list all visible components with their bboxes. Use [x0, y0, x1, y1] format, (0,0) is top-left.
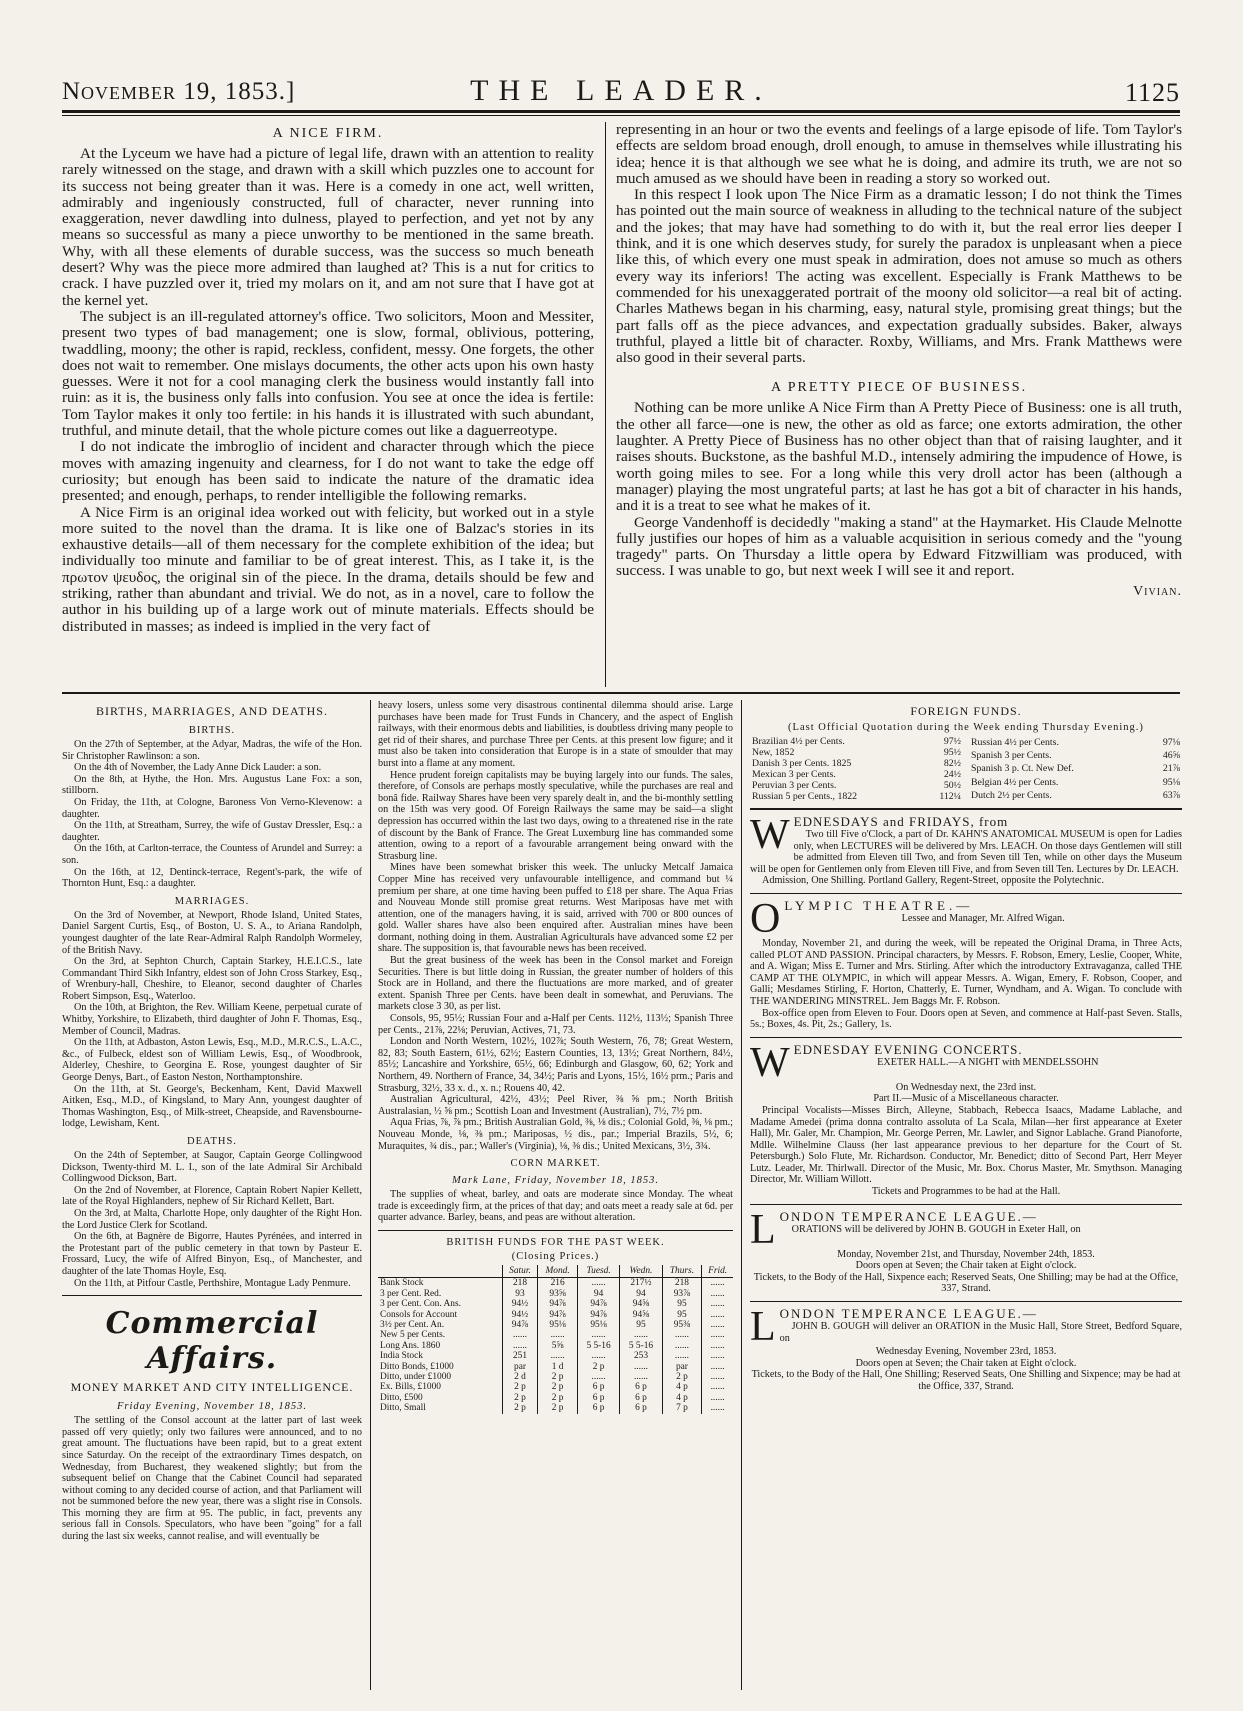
british-funds-cell: 95⅛ [538, 1320, 578, 1330]
review-paragraph: representing in an hour or two the events and feelings of a large episode of life. Tom Taylor's effects are seldom broad enough, droll enough, to amuse in themselves while illustrating his idea; hence it is that although we see what he is doing, and admire its truth, we are not so much amused as we should have been in reading a story so worked out. [616, 122, 1182, 187]
masthead-rule-thin [62, 115, 1180, 116]
british-funds-cell: Consols for Account [380, 1309, 458, 1320]
commercial-affairs-heading: Commercial Affairs. [105, 1306, 319, 1377]
british-funds-cell: 95 [620, 1320, 662, 1330]
review-paragraph: I do not indicate the imbroglio of incident and character through which the piece moves with amazing ingenuity and clearness, for I do not want to take the edge off curiosity; but enough has been said to indicate the nature of the dramatic idea presented; and enough, perhaps, to render intelligible the following remarks. [62, 438, 594, 505]
foreign-fund-price: 97½ [943, 736, 961, 747]
corn-market-paragraph: The supplies of wheat, barley, and oats are moderate since Monday. The wheat trade is exceedingly firm, at the prices of that day; and oats meet a ready sale at 6d. per quarter advance. Barley, beans, and peas are without alteration. [378, 1189, 733, 1224]
british-funds-cell: 2 p [502, 1403, 538, 1413]
british-funds-cell: ...... [702, 1372, 733, 1382]
ad-temperance-league-exeter [750, 1206, 1182, 1295]
british-funds-cell: 5 5-16 [620, 1341, 662, 1351]
british-funds-cell: 2 p [538, 1382, 578, 1392]
foreign-funds-row [969, 789, 1182, 802]
british-funds-cell: 6 p [577, 1403, 619, 1413]
bmd-title: BIRTHS, MARRIAGES, AND DEATHS. [96, 704, 328, 718]
british-funds-cell: 218 [662, 1278, 702, 1289]
ad-temperance-league-music-hall [750, 1306, 1182, 1392]
british-funds-cell: par [662, 1362, 702, 1372]
column-divider [605, 122, 606, 687]
foreign-funds-subtitle: (Last Official Quotation during the Week ending Thursday Evening.) [788, 722, 1144, 733]
masthead-rule [62, 110, 1180, 113]
foreign-fund-name: Russian 4½ per Cents. [971, 737, 1059, 749]
british-funds-column-header [378, 1265, 502, 1278]
british-funds-cell: 1 d [538, 1362, 578, 1372]
british-funds-column-header: Thurs. [662, 1265, 702, 1278]
british-funds-cell: India Stock [380, 1351, 423, 1362]
british-funds-cell: 94⅝ [620, 1310, 662, 1320]
british-funds-cell: Ditto, £500 [380, 1392, 423, 1403]
birth-notice: On the 16th, at Carlton-terrace, the Countess of Arundel and Surrey: a son. [62, 843, 362, 866]
foreign-funds-ads-column [750, 700, 1182, 1690]
british-funds-cell: 94⅞ [577, 1299, 619, 1309]
british-funds-cell: 3 per Cent. Red. [380, 1288, 442, 1299]
section-rule [750, 1301, 1182, 1302]
british-funds-cell: Ditto, under £1000 [380, 1372, 452, 1382]
british-funds-cell: 93 [502, 1289, 538, 1299]
ad-headline: ONDON TEMPERANCE LEAGUE.— [779, 1306, 1038, 1322]
british-funds-cell: 2 p [538, 1372, 578, 1382]
british-funds-cell: 95⅛ [577, 1320, 619, 1330]
death-notice: On the 6th, at Bagnère de Bigorre, Hautes Pyrénées, and interred in the Protestant part of the public cemetery in that town by Pasteur E. Frossard, Lucy, the wife of Alfred Binyon, Esq., of Manchester, and daughter of the late Thomas Hoyle, Esq. [62, 1231, 362, 1277]
foreign-fund-price: 82½ [943, 758, 961, 769]
british-funds-cell: New 5 per Cents. [380, 1330, 446, 1341]
ad-footer: Tickets and Programmes to be had at the Hall. [871, 1186, 1061, 1198]
british-funds-cell: ...... [620, 1362, 662, 1372]
foreign-fund-price: 46⅝ [1162, 750, 1180, 762]
british-funds-cell: 94½ [502, 1299, 538, 1309]
british-funds-cell: ...... [702, 1299, 733, 1309]
ad-dates: Wednesday Evening, November 23rd, 1853. [875, 1346, 1057, 1358]
births-heading: BIRTHS. [188, 725, 236, 736]
foreign-fund-price: 21⅞ [1162, 763, 1180, 775]
ad-body: Principal Vocalists—Misses Birch, Alleyne, Stabbach, Rebecca Isaacs, Madame Lablache, and Madame Amedei (prima donna contralto assoluta of La Scala, Milan—her first appearance at Exeter Hall), Mr. Galer, Mr. Champion, Mr. George Perren, Mr. Lawler, and Signor Lablache. Grand Pianoforte, Mdlle. Wilhelmine Clauss (her last appearance previous to her departure for the Court of St. Petersburgh.) Solo Flute, Mr. Richardson. Conductor, Mr. Benedict; ditto of Second Part, Herr Meyer Lutz. Leader, Mr. Thirlwall. Director of the Music, Mr. Box. Chorus Master, Mr. Smythson. Managing Director, Mr. William Willott. [750, 1104, 1182, 1186]
foreign-funds-row [750, 791, 963, 802]
ad-body: JOHN B. GOUGH will deliver an ORATION in the Music Hall, Store Street, Bedford Square, on [779, 1321, 1182, 1344]
marriages-heading: MARRIAGES. [174, 895, 250, 907]
money-market-heading: MONEY MARKET AND CITY INTELLIGENCE. [70, 1380, 354, 1395]
british-funds-cell: ...... [702, 1403, 733, 1413]
british-funds-row [378, 1372, 733, 1382]
review-paragraph: George Vandenhoff is decidedly "making a stand" at the Haymarket. His Claude Melnotte fully justifies our hopes of him as a valuable acquisition in serious comedy and the "young tragedy" parts. On Thursday a little opera by Edward Fitzwilliam was produced, with success. I was unable to go, but next week I will see it and report. [616, 513, 1182, 580]
review-paragraph: A Nice Firm is an original idea worked out with felicity, but worked out in a style more suited to the novel than the drama. It is like one of Balzac's stories in its exhaustive details—all of them necessary for the complete exhibition of the idea; but individually too minute and familiar to be of great interest. This, as I take it, is the πρωτον ψευδος, the original sin of the piece. In the drama, details should be few and striking, rather than abundant and trivial. We do not, as in a novel, care to follow the author in his building up of a large work out of minute materials. Effects should be distributed in masses; as indeed is implied in the very fact of [62, 503, 594, 635]
british-funds-cell: ...... [662, 1351, 702, 1361]
british-funds-row [378, 1341, 733, 1351]
ad-footer: Box-office open from Eleven to Four. Doors open at Seven, and commence at Half-past Seven. Stalls, 5s.; Boxes, 4s. Pit, 2s.; Gallery, 1s. [750, 1007, 1182, 1031]
birth-notice: On the 11th, at Streatham, Surrey, the wife of Gustav Dressler, Esq.: a daughter. [62, 820, 362, 843]
british-funds-cell: Ditto, Small [380, 1403, 426, 1414]
british-funds-cell: 6 p [577, 1393, 619, 1403]
ad-drop-cap: W [750, 812, 791, 858]
british-funds-cell: par [502, 1362, 538, 1372]
column-divider [370, 700, 371, 1690]
british-funds-cell: 6 p [620, 1403, 662, 1413]
british-funds-cell: 6 p [620, 1382, 662, 1392]
money-market-dateline: Friday Evening, November 18, 1853. [116, 1401, 307, 1413]
ad-footer: Tickets, to the Body of the Hall, One Shilling; Reserved Seats, One Shilling and Sixpence; may be had at the Office, 337, Strand. [751, 1369, 1181, 1392]
foreign-fund-name: Dutch 2½ per Cents. [971, 789, 1052, 801]
death-notice: On the 11th, at Pitfour Castle, Perthshire, Montague Lady Penmure. [74, 1277, 351, 1289]
british-funds-cell: ...... [620, 1330, 662, 1340]
ad-subtitle: Part II.—Music of a Miscellaneous character. [873, 1093, 1059, 1105]
review-paragraph: In this respect I look upon The Nice Firm as a dramatic lesson; I do not think the Times has pointed out the main source of weakness in alluding to the technical nature of the subject and the jokes; that may have had something to do with it, but the real error lies deeper I think, and it is one which deserves study, for surely the paradox is unpleasant when a piece like this, of which every one must speak in admiration, does not amuse so much as others every way its inferiors! The acting was excellent. Especially is Frank Matthews to be commended for his unexaggerated portrait of the moony old solicitor—a real bit of acting. Charles Mathews began in his charming, easy, natural style, promising great things; but the part falls off as the piece advances, and expectation gradually subsides. Baker, always truthful, played a little bit of character. Roxby, Williams, and Mrs. Frank Matthews were also good in their several parts. [616, 186, 1182, 367]
foreign-funds-row [969, 776, 1182, 789]
marriage-notice: On the 11th, at Adbaston, Aston Lewis, Esq., M.D., M.R.C.S., L.A.C., &c., of Fulbeck, eldest son of William Lewis, Esq., of Woodbrook, Alderley, Cheshire, to Georgina E. Rose, youngest daughter of Sir George Denys, Bart., of Easton Neston, Northamptonshire. [62, 1037, 362, 1084]
corn-market-heading: CORN MARKET. [510, 1158, 601, 1170]
foreign-fund-price: 95½ [943, 747, 961, 758]
ad-footer: Tickets, to the Body of the Hall, Sixpence each; Reserved Seats, One Shilling; may be had at the Office, 337, Strand. [753, 1271, 1179, 1295]
birth-notice: On the 16th, at 12, Dentinck-terrace, Regent's-park, the wife of Thornton Hunt, Esq.: a daughter. [62, 866, 362, 890]
foreign-funds-row [750, 769, 963, 780]
death-notice: On the 3rd, at Malta, Charlotte Hope, only daughter of the Right Hon. the Lord Justice Clerk for Scotland. [62, 1207, 362, 1231]
british-funds-cell: 2 p [538, 1393, 578, 1403]
money-market-paragraph: heavy losers, unless some very disastrous continental dilemma should arise. Large purchases have been made for Trust Funds in Chancery, and the aspect of English railways, with their enormous debts and liabilities, is doubtless driving many people to get rid of their shares, and purchase Three per Cents. at this present low figure; and it must also be taken into consideration that Europe is in a state of smoulder that may burst into a flame at any moment. [378, 700, 733, 769]
money-market-paragraph: Hence prudent foreign capitalists may be buying largely into our funds. The sales, therefore, of Consols are perhaps mostly speculative, while the purchases are real and bonâ fide. Railway Shares have been very sparely dealt in, and the bi-monthly settling on the 15th was very good. Of Foreign Railways the same may be said—a slight depression has occurred within the last two days, owing to a threatened rise in the rate of discount by the Bank of France. The Great Luxemburg line has commanded some attention, owing to a report of a favourable arrangement being onward with the Strasburg line. [378, 769, 733, 862]
british-funds-cell: 94 [577, 1289, 619, 1299]
section-rule [62, 692, 1180, 694]
british-funds-cell: 95 [662, 1299, 702, 1309]
british-funds-cell: ...... [577, 1278, 619, 1289]
foreign-fund-name: Spanish 3 p. Ct. New Def. [971, 763, 1074, 775]
ad-headline: ONDON TEMPERANCE LEAGUE.— [779, 1208, 1038, 1224]
foreign-funds-table-right [969, 736, 1182, 802]
british-funds-cell: 216 [538, 1278, 578, 1289]
review-left-column [62, 126, 594, 686]
price-list: Australian Agricultural, 42½, 43½; Peel River, ⅜ ⅝ pm.; North British Australasian, ½ ⅝ pm.; Scottish Loan and Investment (Australian), 7½, 7½ pm. [378, 1094, 733, 1117]
british-funds-cell: 94 [620, 1289, 662, 1299]
foreign-fund-price: 24½ [943, 769, 961, 780]
british-funds-cell: Long Ans. 1860 [380, 1340, 441, 1351]
british-funds-cell: ...... [702, 1310, 733, 1320]
foreign-fund-price: 95⅛ [1162, 776, 1180, 788]
british-funds-cell: ...... [702, 1362, 733, 1372]
section-rule [750, 1037, 1182, 1038]
british-funds-column-header: Tuesd. [577, 1265, 619, 1278]
marriage-notice: On the 3rd, at Sephton Church, Captain Starkey, H.E.I.C.S., late Commandant Third Sikh Infantry, eldest son of John Cross Starkey, Esq., of Wrenbury-hall, Cheshire, to Eleanor, second daughter of Charles Robert Simpson, Esq., Waterloo. [62, 956, 362, 1002]
marriage-notice: On the 10th, at Brighton, the Rev. William Keene, perpetual curate of Whitby, Yorkshire, to Elizabeth, third daughter of John F. Thomas, Esq., Member of Council, Madras. [62, 1002, 362, 1037]
british-funds-cell: ...... [502, 1341, 538, 1351]
british-funds-cell: ...... [702, 1320, 733, 1330]
foreign-funds-row [969, 736, 1182, 749]
british-funds-row [378, 1330, 733, 1340]
foreign-funds-table-left [750, 736, 963, 802]
british-funds-row [378, 1320, 733, 1330]
british-funds-cell: 251 [502, 1351, 538, 1361]
section-rule [750, 893, 1182, 894]
ad-dates: Monday, November 21st, and Thursday, November 24th, 1853. [837, 1248, 1095, 1260]
british-funds-cell: 3½ per Cent. An. [380, 1319, 445, 1330]
british-funds-table [378, 1265, 733, 1414]
british-funds-cell: ...... [662, 1341, 702, 1351]
ad-headline: EDNESDAYS and FRIDAYS, from [793, 814, 1009, 829]
ad-doors: Doors open at Seven; the Chair taken at Eight o'clock. [855, 1357, 1077, 1369]
british-funds-cell: 95 [662, 1310, 702, 1320]
british-funds-cell: 2 p [577, 1362, 619, 1372]
british-funds-column-header: Satur. [502, 1265, 538, 1278]
ad-body: Monday, November 21, and during the week, will be repeated the Original Drama, in Three Acts, called PLOT AND PASSION. Principal characters, by Messrs. F. Robson, Emery, Leslie, Cooper, White, and A. Wigan; Miss E. Turner and Mrs. Stirling. After which the introductory Extravaganza, called THE CAMP AT THE OLYMPIC, in which will appear Messrs. A. Wigan, Emery, F. Robson, Cooper, and Galli; Mesdames Stirling, F. Horton, Chatterly, E. Turner, Wyndham, and A. Wigan. To conclude with THE WANDERING MINSTREL. Jem Baggs Mr. F. Robson. [750, 937, 1182, 1007]
british-funds-cell: ...... [702, 1330, 733, 1340]
births-marriages-deaths-column [62, 700, 362, 1690]
british-funds-cell: 7 p [662, 1403, 702, 1413]
deaths-heading: DEATHS. [187, 1136, 237, 1147]
british-funds-cell: Ex. Bills, £1000 [380, 1382, 441, 1393]
review-paragraph: At the Lyceum we have had a picture of legal life, drawn with an attention to reality rarely witnessed on the stage, and drawn with a skill which puzzles one to account for its success not being greater than it was. Here is a comedy in one act, well written, admirably and ingeniously constructed, full of character, never running into exaggeration, never dawdling into dulness, played to perfection, and yet not by any means so successful as many a piece unworthy to be mentioned in the same breath. Why, with all these elements of durable success, was the success so much beneath desert? Why was the piece more admired than laughed at? This is a nut for critics to crack. I have puzzled over it, tried my molars on it, and am not sure that I have got at the kernel yet. [62, 145, 594, 309]
british-funds-row [378, 1393, 733, 1403]
ad-drop-cap: O [750, 895, 782, 942]
foreign-fund-name: Belgian 4½ per Cents. [971, 776, 1059, 788]
british-funds-cell: Ditto Bonds, £1000 [380, 1361, 454, 1372]
british-funds-cell: 6 p [620, 1393, 662, 1403]
foreign-fund-name: Brazilian 4½ per Cents. [752, 736, 845, 747]
british-funds-cell: 2 p [538, 1403, 578, 1413]
marriage-notice: On the 3rd of November, at Newport, Rhode Island, United States, Daniel Sargent Curtis, Esq., of Boston, U. S. A., to Ariana Randolph, youngest daughter of the late Rear-Admiral Ralph Randolph Wormeley, of the British Navy. [62, 909, 362, 956]
death-notice: On the 24th of September, at Saugor, Captain George Collingwood Dickson, Twenty-third M. L. I., son of the late Admiral Sir Archibald Collingwood Dickson, Bart. [62, 1150, 362, 1185]
review-title-nice-firm: A NICE FIRM. [272, 126, 384, 141]
british-funds-cell: ...... [577, 1351, 619, 1361]
foreign-fund-name: Russian 5 per Cents., 1822 [752, 791, 858, 802]
british-funds-cell: 94⅞ [538, 1310, 578, 1320]
foreign-funds-row [750, 747, 963, 758]
british-funds-cell: ...... [702, 1278, 733, 1289]
foreign-funds-row [750, 736, 963, 747]
money-market-paragraph: The settling of the Consol account at the latter part of last week passed off very quietly; only two failures were announced, and to no great amount. The fluctuations have been rapid, but to a great extent since Saturday. On the receipt of the extraordinary Times despatch, on Wednesday, from Bucharest, they weakened slightly; but from the subsequent belief on Change that the Cabinet Council had separated without coming to any decided course of action, and that Parliament will not be summoned before the new year, there was a slight rise in Consols. This morning they are firm at 95. The public, in fact, prevents any serious fall in Consols. Speculators, who have been "going" for a fall during the last six weeks, cannot realise, and will eventually be [62, 1415, 362, 1543]
birth-notice: On the 8th, at Hythe, the Hon. Mrs. Augustus Lane Fox: a son, stillborn. [62, 773, 362, 797]
british-funds-title: BRITISH FUNDS FOR THE PAST WEEK. [446, 1236, 665, 1248]
foreign-fund-price: 50½ [943, 780, 961, 791]
foreign-funds-tables [750, 736, 1182, 802]
british-funds-cell: ...... [702, 1351, 733, 1361]
british-funds-cell: 94⅞ [538, 1299, 578, 1309]
foreign-fund-name: Spanish 3 per Cents. [971, 750, 1052, 762]
british-funds-cell: 93⅝ [538, 1289, 578, 1299]
section-rule [750, 808, 1182, 810]
british-funds-column-header: Mond. [538, 1265, 578, 1278]
british-funds-row [378, 1299, 733, 1309]
ad-body: Two till Five o'Clock, a part of Dr. KAHN'S ANATOMICAL MUSEUM is open for Ladies only, when LECTURES will be delivered by Mrs. LEACH. On those days Gentlemen will still be admitted from Eleven till Two, and from Seven till Ten, while on other days the Museum will be open for Gentlemen only from Eleven till Five, and from Seven till Ten. Lectures by Dr. LEACH. [750, 829, 1182, 875]
money-market-paragraph: Mines have been somewhat brisker this week. The unlucky Metcalf Jamaica Copper Mine has received very unfavourable intelligence, and command but ¼ premium per share, at one time having been puffed to £18 per share. The Aqua Frias and Nouveau Monde still promise great returns. West Mariposas have met with attention, one of the managers having, it is said, arrived with 700 or 800 ounces of gold. Waller shares have also been enquired after. Australian mines have been dormant, nothing doing in them. Australian Agriculturals have advanced some £2 per share. The supposition is, that favourable news has been received. [378, 862, 733, 955]
british-funds-cell: Bank Stock [380, 1278, 424, 1289]
british-funds-cell: ...... [502, 1330, 538, 1340]
ad-body: ORATIONS will be delivered by JOHN B. GOUGH in Exeter Hall, on [791, 1223, 1081, 1235]
british-funds-cell: ...... [577, 1372, 619, 1382]
british-funds-cell: 4 p [662, 1382, 702, 1392]
foreign-fund-name: Danish 3 per Cents. 1825 [752, 758, 852, 769]
british-funds-row [378, 1289, 733, 1299]
foreign-fund-name: New, 1852 [752, 747, 795, 758]
page-number: 1125 [1124, 78, 1180, 107]
review-paragraph: The subject is an ill-regulated attorney's office. Two solicitors, Moon and Messiter, present two types of bad management; one is slow, formal, oblivious, pottering, twaddling, moony; the other is rapid, reckless, confident, messy. One forgets, the other does not wait to remember. One mislays documents, the other acts upon his own hasty guesses. Were it not for a cool managing clerk the business would instantly fall into ruin: as it is, the business only falls into confusion. You see at once the idea is fertile: Tom Taylor makes it only too fertile: in his hands it is illustrated with such abundant, truthful, and minute detail, that the whole picture comes out like a daguerreotype. [62, 307, 594, 440]
british-funds-cell: 253 [620, 1351, 662, 1361]
masthead [62, 74, 1180, 108]
british-funds-cell: ...... [702, 1289, 733, 1299]
column-divider [741, 700, 742, 1690]
paper-title: THE LEADER. [470, 74, 772, 107]
ad-olympic-theatre [750, 895, 1182, 1031]
ad-subtitle: EXETER HALL.—A NIGHT with MENDELSSOHN [877, 1056, 1099, 1068]
foreign-funds-row [750, 780, 963, 791]
money-market-column [378, 700, 733, 1690]
british-funds-cell: 5⅝ [538, 1341, 578, 1351]
section-rule [378, 1230, 733, 1231]
british-funds-row [378, 1278, 733, 1289]
issue-date: November 19, 1853.] [62, 78, 296, 105]
ad-footer: Admission, One Shilling. Portland Gallery, Regent-Street, opposite the Polytechnic. [762, 875, 1104, 887]
british-funds-cell: 217½ [620, 1278, 662, 1289]
ad-headline: LYMPIC THEATRE.— [784, 897, 974, 913]
british-funds-cell: ...... [538, 1351, 578, 1361]
ad-evening-concerts [750, 1039, 1182, 1198]
british-funds-cell: ...... [702, 1393, 733, 1403]
ad-drop-cap: W [750, 1039, 791, 1086]
british-funds-cell: ...... [538, 1330, 578, 1340]
british-funds-cell: 2 p [502, 1382, 538, 1392]
ad-doors: Doors open at Seven; the Chair taken at Eight o'clock. [855, 1260, 1077, 1272]
british-funds-cell: 94⅞ [577, 1310, 619, 1320]
ad-anatomical-museum [750, 814, 1182, 887]
british-funds-cell: 218 [502, 1278, 538, 1289]
british-funds-subtitle: (Closing Prices.) [511, 1250, 600, 1262]
ad-subtitle: On Wednesday next, the 23rd inst. [895, 1081, 1037, 1093]
british-funds-cell: 6 p [577, 1382, 619, 1392]
british-funds-cell: 2 p [502, 1393, 538, 1403]
foreign-fund-price: 63⅞ [1162, 789, 1180, 801]
british-funds-cell: 94⅞ [502, 1320, 538, 1330]
foreign-funds-row [969, 749, 1182, 762]
review-paragraph: Nothing can be more unlike A Nice Firm than A Pretty Piece of Business: one is all truth, the other all farce—one is new, the other as old as farce; one extorts admiration, the other laughter. A Pretty Piece of Business has no other object than that of raising laughter, and it raises shouts. Buckstone, as the bashful M.D., intensely admiring the impudence of Howe, is worth going miles to see. For a long while this very droll actor has been (although a manager) playing the most ungrateful parts; at last he has got a bit of character in his hands, and it is a treat to see what he makes of it. [616, 399, 1182, 515]
price-list: London and North Western, 102½, 102⅞; South Western, 76, 78; Great Western, 82, 83; South Eastern, 61½, 62½; Eastern Counties, 13, 13½; Great Northern, 84½, 85½; Lancashire and Yorkshire, 65½, 66; Edinburgh and Glasgow, 60, 62; York and Northern, 49. Northern of France, 34, 34½; Paris and Lyons, 15½, 16½ prm.; Paris and Strasburg, 32½, 33 x. d., x. n.; Rouens 40, 42. [378, 1036, 733, 1094]
british-funds-column-header: Frid. [702, 1265, 733, 1278]
birth-notice: On the 4th of November, the Lady Anne Dick Lauder: a son. [74, 762, 322, 774]
review-right-column [616, 122, 1182, 687]
foreign-funds-row [969, 762, 1182, 775]
birth-notice: On Friday, the 11th, at Cologne, Baroness Von Verno-Klevenow: a daughter. [62, 796, 362, 820]
british-funds-cell: ...... [620, 1372, 662, 1382]
british-funds-cell: 2 p [662, 1372, 702, 1382]
british-funds-cell: ...... [702, 1382, 733, 1392]
marriage-notice: On the 11th, at St. George's, Beckenham, Kent, David Maxwell Aitken, Esq., M.D., of Kingsland, to Mary Ann, youngest daughter of Thomas Washington, Esq., of Milk-street, Cheapside, and Ravensbourne-lodge, Lewisham, Kent. [62, 1083, 362, 1130]
ad-drop-cap: L [750, 1304, 777, 1351]
ad-headline: EDNESDAY EVENING CONCERTS. [793, 1041, 1023, 1057]
foreign-fund-name: Mexican 3 per Cents. [752, 769, 836, 780]
british-funds-cell: ...... [702, 1341, 733, 1351]
british-funds-cell: ...... [577, 1330, 619, 1340]
price-list: Aqua Frias, ⅞, ⅞ pm.; British Australian Gold, ⅜, ⅛ dis.; Colonial Gold, ⅜, ⅛ pm.; Nouveau Monde, ⅛, ⅜ pm.; Mariposas, ½ dis., par.; Imperial Brazils, 5½, 6; Muraquites, ¾ dis., par.; Waller's (Virginia), ⅛, ⅜ dis.; United Mexicans, 3½, 3¾. [378, 1117, 733, 1152]
british-funds-column-header: Wedn. [620, 1265, 662, 1278]
british-funds-cell: 4 p [662, 1393, 702, 1403]
british-funds-row [378, 1403, 733, 1413]
british-funds-row [378, 1382, 733, 1392]
birth-notice: On the 27th of September, at the Adyar, Madras, the wife of the Hon. Sir Christopher Rawlinson: a son. [62, 739, 362, 762]
british-funds-cell: 93⅞ [662, 1289, 702, 1299]
british-funds-row [378, 1351, 733, 1361]
corn-market-dateline: Mark Lane, Friday, November 18, 1853. [451, 1175, 660, 1187]
british-funds-cell: 2 d [502, 1372, 538, 1382]
british-funds-cell: 94⅝ [620, 1299, 662, 1309]
ad-drop-cap: L [750, 1206, 777, 1253]
price-list: Consols, 95, 95½; Russian Four and a-Half per Cents. 112½, 113½; Spanish Three per Cents., 21⅞, 22⅛; Peruvian, Actives, 71, 73. [378, 1013, 733, 1036]
foreign-fund-name: Peruvian 3 per Cents. [752, 780, 837, 791]
british-funds-cell: 95⅜ [662, 1320, 702, 1330]
review-signature: Vivian. [1133, 583, 1182, 599]
section-rule [750, 1204, 1182, 1205]
british-funds-row [378, 1362, 733, 1372]
foreign-funds-title: FOREIGN FUNDS. [910, 704, 1022, 718]
british-funds-cell: 3 per Cent. Con. Ans. [380, 1299, 461, 1310]
british-funds-cell: 94½ [502, 1310, 538, 1320]
foreign-fund-price: 112¼ [939, 791, 961, 802]
british-funds-cell: ...... [662, 1330, 702, 1340]
british-funds-row [378, 1310, 733, 1320]
foreign-fund-price: 97⅛ [1162, 737, 1180, 749]
ad-subtitle: Lessee and Manager, Mr. Alfred Wigan. [901, 912, 1065, 924]
money-market-paragraph: But the great business of the week has been in the Consol market and Foreign Securities. There is but little doing in Russian, the greater number of holders of this Stock are in Holland, and there the fluctuations are more marked, and of greater extent. Spanish Three per Cents. have been dealt in somewhat, and Peruvians. The markets close 3 30, as per list. [378, 955, 733, 1013]
foreign-funds-row [750, 758, 963, 769]
section-rule [62, 1295, 362, 1296]
british-funds-cell: 5 5-16 [577, 1341, 619, 1351]
death-notice: On the 2nd of November, at Florence, Captain Robert Napier Kellett, late of the Royal Highlanders, nephew of Sir Richard Kellett, Bart. [62, 1184, 362, 1208]
review-title-pretty-piece: A PRETTY PIECE OF BUSINESS. [770, 380, 1028, 396]
